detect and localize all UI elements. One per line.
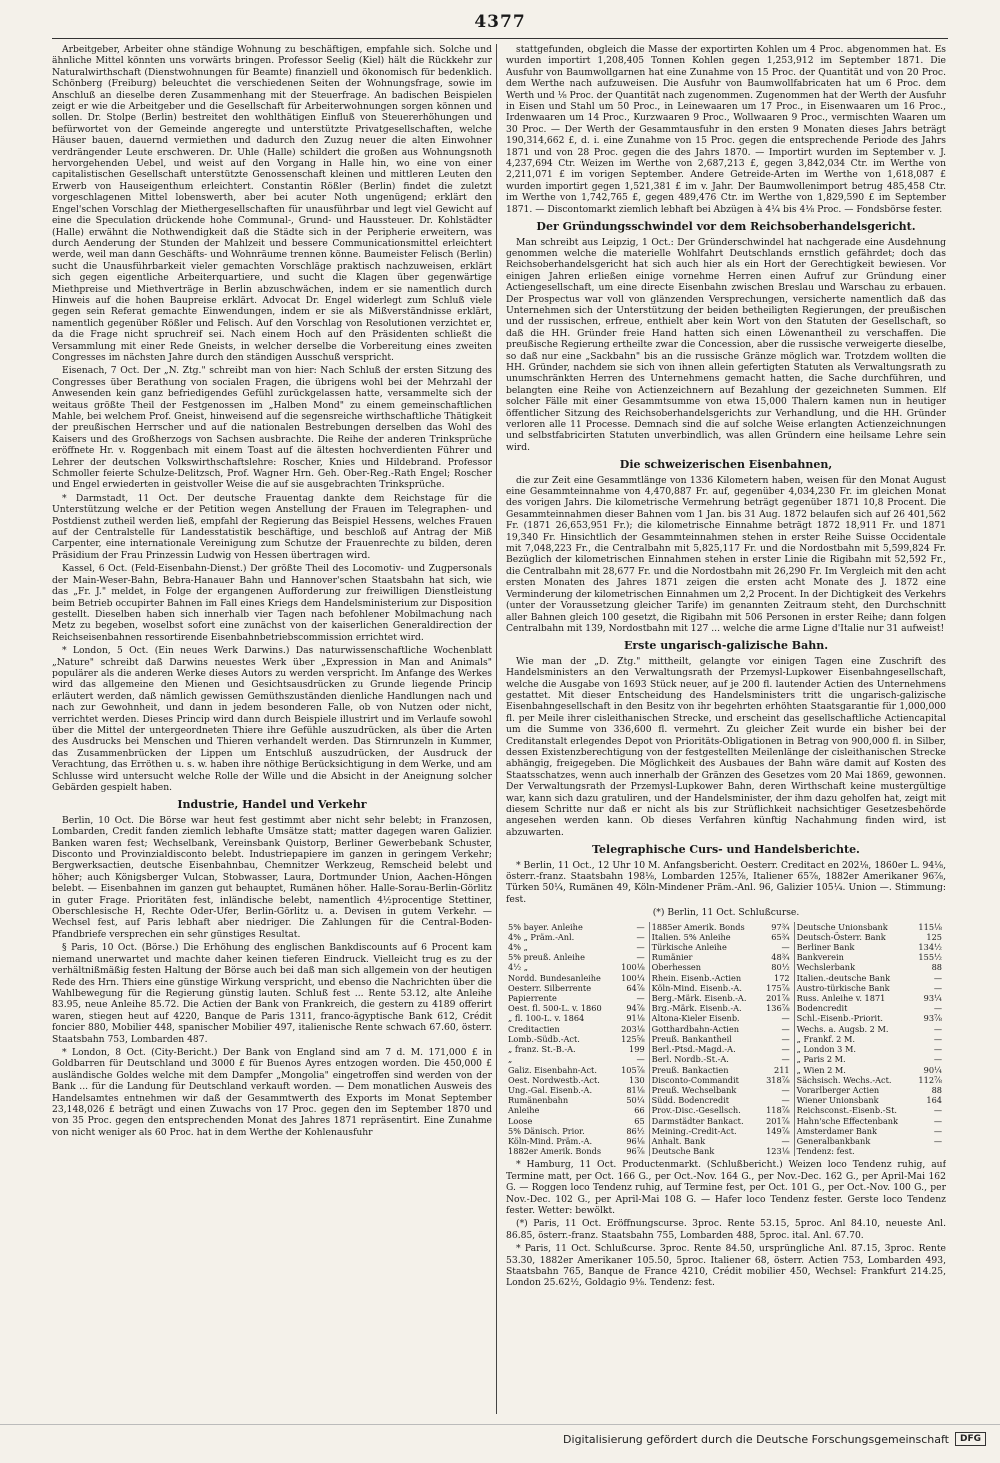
quote-value: 199 (615, 1044, 649, 1054)
quote-value: 81⅛ (615, 1085, 649, 1095)
quote-value: 118⅞ (760, 1105, 794, 1115)
quote-value: — (760, 1095, 794, 1105)
quote-value: — (933, 1135, 942, 1146)
quote-value: 86½ (615, 1126, 649, 1136)
quote-value: 175⅞ (760, 983, 794, 993)
quote-row (506, 993, 946, 1003)
quote-row (506, 1003, 946, 1013)
wire-report: * Hamburg, 11 Oct. Productenmarkt. (Schlußbericht.) Weizen loco Tendenz ruhig, auf Termine matt, per Oct. 166 G., per Oct.-Nov. 164 G., per Nov.-Dec. 162 G., per April-Mai 162 G. — Roggen loco Tendenz ruhig, auf Termine fest, per Oct. 101 G., per Oct.-Nov. 100 G., per Nov.-Dec. 102 G., per April-Mai 108 G. — Hafer loco Tendenz fester. Gerste loco Tendenz fester. Wetter: bewölkt. (506, 1159, 946, 1216)
quote-name: Rumänier (651, 952, 693, 963)
quote-row (506, 1065, 946, 1075)
quote-name: „ London 3 M. (796, 1044, 856, 1055)
article-heading: Die schweizerischen Eisenbahnen, (619, 458, 833, 472)
quote-name: Deutsche Unionsbank (796, 921, 888, 932)
quote-name: Italien. 5% Anleihe (651, 931, 731, 942)
quote-name: Preuß. Bankactien (651, 1064, 729, 1075)
quote-value: — (760, 1085, 794, 1095)
quote-value: 155½ (918, 952, 942, 963)
quote-name: Oberhessen (651, 962, 702, 973)
quote-row (506, 1146, 946, 1156)
quote-name: 4½ „ (508, 962, 528, 973)
quote-value: — (760, 1013, 794, 1023)
footer (563, 1432, 986, 1446)
article-paragraph: die zur Zeit eine Gesammtlänge von 1336 Kilometern haben, weisen für den Monat August eine Gesammteinnahme von 4,470,887 Fr. auf, gegenüber 4,034,230 Fr. im gleichen Monat des vorigen Jahrs. Die kilometrische Vermehrung beträgt gegenüber 1871 10,8 Procent. Die Gesammteinnahmen dieser Bahnen vom 1 Jan. bis 31 Aug. 1872 belaufen sich auf 26 401,562 Fr. (1871 26,653,951 Fr.); die kilometrische Einnahme beträgt 1872 18,911 Fr. und 1871 19,340 Fr. Hinsichtlich der Gesammteinnahmen stehen in erster Reihe Suisse Occidentale mit 7,048,223 Fr., die Centralbahn mit 5,825,117 Fr. und die Nordostbahn mit 5,599,824 Fr. Bezüglich der kilometrischen Einnahmen stehen in erster Linie die Rigibahn mit 52,592 Fr., die Centralbahn mit 28,677 Fr. und die Nordostbahn mit 26,290 Fr. Im Vergleich mit den acht ersten Monaten des Jahres 1871 zeigen die ersten acht Monate des J. 1872 eine Verminderung der kilometrischen Einnahmen um 2,2 Procent. In der Dichtigkeit des Verkehrs (unter der Voraussetzung gleicher Tarife) im genannten Zeitraum steht, den Durchschnitt aller Bahnen gleich 100 gesetzt, die Rigibahn mit 506 Personen in erster Reihe; dann folgen Centralbahn mit 139, Nordostbahn mit 127 ... welche die arme Ligne d'Italie nur 31 aufweist! (506, 474, 946, 634)
quote-name: „ Wien 2 M. (796, 1064, 846, 1075)
quote-name: Anleihe (508, 1105, 540, 1116)
quote-name: Bankverein (796, 952, 844, 963)
quote-value: 134½ (918, 942, 942, 953)
quote-name: Disconto-Commandit (651, 1074, 739, 1085)
quote-name: Preuß. Wechselbank (651, 1084, 737, 1095)
quote-name: Deutsche Bank (651, 1146, 715, 1157)
quote-value: 123⅛ (760, 1146, 794, 1156)
quote-value: — (760, 942, 794, 952)
quote-value: 318⅞ (760, 1075, 794, 1085)
header-rule (52, 38, 948, 39)
quote-name: Brg.-Märk. Eisenb.-A. (651, 1003, 742, 1014)
quote-row (506, 1075, 946, 1085)
quote-row (506, 922, 946, 932)
quote-value: 211 (760, 1065, 794, 1075)
quote-value (913, 1146, 946, 1156)
quote-row (506, 1126, 946, 1136)
wire-report: * Berlin, 11 Oct., 12 Uhr 10 M. Anfangsbericht. Oesterr. Creditact en 202⅛, 1860er L. 94⅛, österr.-franz. Staatsbahn 198⅛, Lombarden 125⅞, Italiener 65⅞, 1882er Amerikaner 96⅞, Türken 50¼, Rumänen 49, Köln-Mindener Präm.-Anl. 96, Galizier 105¼. Union —. Stimmung: fest. (506, 859, 946, 905)
footer-credit: Digitalisierung gefördert durch die Deutsche Forschungsgemeinschaft (563, 1432, 949, 1446)
quote-row (506, 962, 946, 972)
quote-name: 1882er Amerik. Bonds (508, 1146, 602, 1157)
quote-value: — (615, 993, 649, 1003)
quote-value: 88 (931, 1084, 942, 1095)
quote-name: „ Frankf. 2 M. (796, 1033, 855, 1044)
quote-name: Darmstädter Bankact. (651, 1115, 744, 1126)
quote-value: 100⅛ (615, 962, 649, 972)
quote-value: — (933, 982, 942, 993)
trade-paragraph: * London, 8 Oct. (City-Bericht.) Der Bank von England sind am 7 d. M. 171,000 £ in Goldbarren für Deutschland und 3000 £ für Buenos Ayres entzogen worden. Die 450,000 £ ausländische Goldes welche mit dem Dampfer „Mongolia" eingetroffen sind werden von der Bank ... für die Landung für Deutschland verkauft worden. — Dem monatlichen Ausweis des Handelsamtes entnehmen wir daß der Gesammtwerth des Exports im Monat September 23,148,026 £ beträgt und einen Zuwachs von 17 Proc. gegen den im September 1870 und von 35 Proc. gegen den entsprechenden Monat des Jahres 1871 repräsentirt. Eine Zunahme von nicht weniger als 60 Proc. hat in dem Werthe der Kohlenausfuhr (52, 1046, 492, 1138)
quote-row (506, 983, 946, 993)
quote-value: 88 (931, 962, 942, 973)
quote-row (506, 1085, 946, 1095)
quote-row (506, 942, 946, 952)
quote-name: Austro-türkische Bank (796, 982, 890, 993)
quote-value: 112⅞ (918, 1074, 942, 1085)
quote-name: Loose (508, 1115, 533, 1126)
quote-name: Galiz. Eisenbahn-Act. (508, 1064, 597, 1075)
quote-value: — (760, 1136, 794, 1146)
quote-name: Rhein. Eisenb.-Actien (651, 972, 742, 983)
quote-value: 80½ (760, 962, 794, 972)
quote-value: — (933, 1023, 942, 1034)
quote-name: Berg.-Märk. Eisenb.-A. (651, 993, 747, 1004)
quote-name: Italien.-deutsche Bank (796, 972, 891, 983)
quote-name: Creditactien (508, 1023, 560, 1034)
article-paragraph: Arbeitgeber, Arbeiter ohne ständige Wohnung zu beschäftigen, empfahle sich. Solche und ähnliche Mittel könnten uns vorwärts bringen. Professor Seelig (Kiel) hält die Rückkehr zur Naturalwirthschaft (Dienstwohnungen für Beamte) finanziell und ökonomisch für bedenklich. Schönberg (Freiburg) beleuchtet die verschiedenen Seiten der Wohnungsfrage, sowie im Anschluß an dieselbe deren Zusammenhang mit der Steuerfrage. An badischen Beispielen zeigt er wie die Arbeitgeber und die Gesellschaft für Arbeiterwohnungen sorgen können und sollen. Dr. Stolpe (Berlin) bestreitet den wohlthätigen Einfluß von Steuererhöhungen und befürwortet von der Gemeinde angeregte und unterstützte Privatgesellschaften, welche Häuser bauen, dauernd vermiethen und dadurch den Zuzug neuer die alten Einwohner verdrängender Leute erschweren. Dr. Uhle (Halle) schildert die großen aus Wohnungsnoth hervorgehenden Uebel, und weist auf den Vorgang in Halle hin, wo eine von einer capitalistischen Gesellschaft unterstützte Genossenschaft kleinen und mittleren Leuten den Erwerb von Hauseigenthum erleichtert. Constantin Rößler (Berlin) findet die zuletzt vorgeschlagenen Mittel lobenswerth, aber bei acuter Noth ungenügend; erklärt den Engel'schen Vorschlag der Miethergesellschaften für unausführbar und legt viel Gewicht auf eine die Speculation drückende hohe Communal-, Grund- und Haussteuer. Dr. Kohlstädter (Halle) erwähnt die Nothwendigkeit daß die Städte sich in der Peripherie erweitern, was durch Aenderung der Stunden der Mahlzeit und bessere Communicationsmittel erleichtert werde, weil man dann Geschäfts- und Wohnräume trennen könne. Baumeister Felisch (Berlin) sucht die Unausführbarkeit vieler gemachten Vorschläge praktisch nachzuweisen, erklärt sich gegen eigentliche Arbeiterquartiere, und sucht die Klagen über gegenwärtige Miethpreise und Miethverträge in Berlin abzuschwächen, indem er sie namentlich durch Hinweis auf die hohen Baupreise erklärt. Advocat Dr. Engel widerlegt zum Schluß viele gegen sein Referat gemachte Einwendungen, indem er sie als Mißverständnisse erklärt, namentlich gegenüber Rößler und Felisch. Auf den Vorschlag von Resolutionen verzichtet er, da die Frage nicht spruchreif sei. Nach einem Hoch auf den Präsidenten schließt die Versammlung mit einer Rede Gneists, in welcher derselbe die Vorbereitung eines zweiten Congresses im nächsten Jahre durch den ständigen Ausschuß verspricht. (52, 44, 492, 363)
quote-name: „ franz. St.-B.-A. (508, 1044, 576, 1055)
quote-name: Nordd. Bundesanleihe (508, 972, 601, 983)
article-paragraph: * Darmstadt, 11 Oct. Der deutsche Frauentag dankte dem Reichstage für die Unterstützung welche er der Petition wegen Anstellung der Frauen im Telegraphen- und Postdienst zutheil werden ließ, empfahl der Regierung das Beispiel Hessens, welches Frauen auf der Centralstelle für Landesstatistik beschäftige, und beschloß auf Antrag der Miß Carpenter, eine internationale Vereinigung zum Schutze der Frauenrechte zu bilden, deren Präsidium der Frau Prinzessin Ludwig von Hessen übertragen wird. (52, 492, 492, 561)
quote-row (506, 952, 946, 962)
quote-name: 5% preuß. Anleihe (508, 952, 585, 963)
quote-name: Vorarlberger Actien (796, 1084, 880, 1095)
quote-row (506, 973, 946, 983)
quote-name: Rumänenbahn (508, 1095, 569, 1106)
quote-value: 105⅞ (615, 1065, 649, 1075)
quote-name: Türkische Anleihe (651, 942, 727, 953)
column-divider (496, 44, 497, 1414)
trade-paragraph: § Paris, 10 Oct. (Börse.) Die Erhöhung des englischen Bankdiscounts auf 6 Procent kam niemand unerwartet und machte daher keinen tieferen Eindruck. Vielleicht trug es zu der verhältnißmäßig festen Haltung der Börse auch bei daß man sich allgemein von der heutigen Rede des Hrn. Thiers eine günstige Wirkung verspricht, und ebenso die Nachrichten über die Wahlbewegung für die Regierung günstig lauten. Schluß fest ... Rente 53.12, alte Anleihe 83.95, neue Anleihe 85.72. Die Actien der Bank von Frankreich, die gestern zu 4189 offerirt waren, stiegen heut auf 4220, Banque de Paris 1311, franco-ägyptische Bank 612, Crédit foncier 880, Mobilier 448, spanischer Mobilier 497, italienische Rente schwach 67.60, österr. Staatsbahn 753, Lombarden 487. (52, 942, 492, 1045)
quote-name: 5% bayer. Anleihe (508, 921, 583, 932)
quote-name: Berl. Nordb.-St.-A. (651, 1054, 729, 1065)
quote-value: 96⅞ (615, 1146, 649, 1156)
quote-value: 93⅞ (923, 1013, 942, 1024)
quote-name: Amsterdamer Bank (796, 1125, 877, 1136)
section-heading: Industrie, Handel und Verkehr (177, 798, 367, 812)
quote-name: Preuß. Bankantheil (651, 1033, 732, 1044)
quote-value: 90¼ (923, 1064, 942, 1075)
right-column (506, 44, 946, 1414)
quote-value: 164 (926, 1095, 942, 1106)
quote-name: Wechs. a. Augsb. 2 M. (796, 1023, 889, 1034)
quote-value: 125 (926, 931, 942, 942)
quote-row (506, 1116, 946, 1126)
quote-name: 5% Dänisch. Prior. (508, 1125, 585, 1136)
quote-value: — (760, 1044, 794, 1054)
quote-name: Papierrente (508, 993, 557, 1004)
quote-name: Bodencredit (796, 1003, 848, 1014)
quote-value: 130 (615, 1075, 649, 1085)
quote-name: Generalbankbank (796, 1135, 871, 1146)
quote-value: — (933, 1003, 942, 1014)
quote-name: „ Paris 2 M. (796, 1054, 846, 1065)
quote-name: Köln-Mind. Eisenb.-A. (651, 982, 742, 993)
quote-name: Gotthardbahn-Actien (651, 1023, 739, 1034)
article-heading: Telegraphische Curs- und Handelsberichte. (592, 843, 860, 857)
quote-row (506, 1054, 946, 1064)
quote-name: Berliner Bank (796, 942, 855, 953)
quote-value: 48¾ (760, 952, 794, 962)
quote-name: Wiener Unionsbank (796, 1095, 879, 1106)
quote-value: 66 (615, 1105, 649, 1115)
quote-name: Reichsconst.-Eisenb.-St. (796, 1105, 898, 1116)
quote-value: 50¼ (615, 1095, 649, 1105)
quote-row (506, 1024, 946, 1034)
article-heading: Der Gründungsschwindel vor dem Reichsoberhandelsgericht. (536, 220, 916, 234)
article-heading: Erste ungarisch-galizische Bahn. (623, 639, 829, 653)
quote-value: — (615, 1054, 649, 1064)
quote-row (506, 1044, 946, 1054)
article-paragraph: * London, 5 Oct. (Ein neues Werk Darwins.) Das naturwissenschaftliche Wochenblatt „Nature" schreibt daß Darwins neuestes Werk über „Expression in Man and Animals" populärer als die anderen Werke dieses Autors zu werden verspricht. Im Anfange des Werkes wird das allgemeine den Mienen und Gesichtsausdrücken zu Grunde liegende Princip erläutert werden, daß nämlich gewissen Gemüthszuständen dienliche Handlungen nach und nach zur Gewohnheit, und dann in jedem besonderen Falle, ob von Nutzen oder nicht, verrichtet werden. Dieses Princip wird dann durch Beispiele illustrirt und im Verlaufe sowohl über die Mittel der untergeordneten Thiere ihre Gefühle auszudrücken, als über die Arten des Ausdrucks bei Menschen und Thieren verhandelt werden. Das Stirnrunzeln in Kummer, das Zusammenbrücken der Lippen um Entschluß auszudrücken, der Ausdruck der Verachtung, das Erröthen u. s. w. haben ihre nöthige Berücksichtigung in dem Werke, und am Schlusse wird untersucht welche Rolle der Wille und die Absicht in der Aneignung solcher Gebärden gespielt haben. (52, 645, 492, 793)
quote-value: 125⅝ (615, 1034, 649, 1044)
quote-value: — (933, 1033, 942, 1044)
quote-name: Anhalt. Bank (651, 1135, 706, 1146)
article-paragraph: stattgefunden, obgleich die Masse der exportirten Kohlen um 4 Proc. abgenommen hat. Es wurden importirt 1,208,405 Tonnen Kohlen gegen 1,253,912 im September 1871. Die Ausfuhr von Baumwollgarnen hat eine Zunahme von 15 Proc. der Quantität und von 20 Proc. dem Werthe nach aufzuweisen. Die Ausfuhr von Baumwollfabricaten hat um 6 Proc. dem Werth und ⅛ Proc. der Quantität nach zugenommen. Zugenommen hat der Werth der Ausfuhr in Eisen und Stahl um 50 Proc., in Leinewaaren um 17 Proc., in Eisenwaaren um 16 Proc., Irdenwaaren um 14 Proc., Kurzwaaren 9 Proc., Wollwaaren 9 Proc., vermischten Waaren um 30 Proc. — Der Werth der Gesammtausfuhr in den ersten 9 Monaten dieses Jahrs beträgt 190,314,662 £, d. i. eine Zunahme von 15 Proc. gegen die entsprechende Periode des Jahrs 1871 und von 28 Proc. gegen die des Jahrs 1870. — Importirt wurden im September v. J. 4,237,694 Ctr. Weizen im Werthe von 2,687,213 £, gegen 3,842,034 Ctr. im Werthe von 2,211,071 £ im vorigen September. Andere Getreide-Arten im Werthe von 1,618,087 £ wurden importirt gegen 1,521,381 £ im v. Jahr. Der Baumwollenimport betrug 485,458 Ctr. im Werthe von 1,742,765 £, gegen 489,476 Ctr. im Werthe von 1,829,590 £ im September 1871. — Discontomarkt ziemlich lebhaft bei Abzügen à 4¼ bis 4⅛ Proc. — Fondsbörse fester. (506, 44, 946, 215)
quote-row (506, 1136, 946, 1146)
quote-name: Schl.-Eisenb.-Priorit. (796, 1013, 884, 1024)
quote-name: 1885er Amerik. Bonds (651, 921, 745, 932)
article-paragraph: Eisenach, 7 Oct. Der „N. Ztg." schreibt man von hier: Nach Schluß der ersten Sitzung des Congresses über Berathung von socialen Fragen, die übrigens wohl bei der Mehrzahl der Anwesenden kein ganz befriedigendes Gefühl zurückgelassen hatte, versammelte sich der weitaus größte Theil der Festgenossen im „Halben Mond" zu einem gemeinschaftlichen Mahle, bei welchem Prof. Gneist, hinweisend auf die segensreiche wirthschaftliche Thätigkeit der preußischen Herrscher und auf die nationalen Bestrebungen derselben das Wohl des Kaisers und des Großherzogs von Sachsen ausbrachte. Die Reihe der anderen Trinksprüche eröffnete Hr. v. Roggenbach mit einem Toast auf die ältesten hochverdienten Führer und Lehrer der deutschen Volkswirthschaftslehre: Roscher, Knies und Hildebrand. Professor Schmoller feierte Schulze-Delitzsch, Prof. Wagner Hrn. Geh. Ober-Reg.-Rath Engel; Roscher und Engel erwiederten in geistvoller Weise die auf sie ausgebrachten Trinksprüche. (52, 365, 492, 491)
quote-value: — (760, 1034, 794, 1044)
quote-name: Prov.-Disc.-Gesellsch. (651, 1105, 741, 1116)
quote-name: Oest. fl. 500-L. v. 1860 (508, 1003, 602, 1014)
quote-value: 203⅛ (615, 1024, 649, 1034)
quote-table-heading: (*) Berlin, 11 Oct. Schlußcurse. (652, 907, 800, 919)
quote-value: 94⅞ (615, 1003, 649, 1013)
trade-paragraph: Berlin, 10 Oct. Die Börse war heut fest gestimmt aber nicht sehr belebt; in Franzosen, Lombarden, Credit fanden ziemlich lebhafte Umsätze statt; matter dagegen waren Galizier. Banken waren fest; Wechselbank, Vereinsbank Quistorp, Berliner Gewerbebank Schuster, Disconto und Provinzialdisconto belebt. Industriepapiere im ganzen in geringem Verkehr; Bergwerksactien, deutsche Eisenbahnbau, Chemnitzer Werkzeug, Remscheid belebt und höher; auch Königsberger Vulcan, Stobwasser, Laura, Dortmunder Union, Aachen-Höngen belebt. — Eisenbahnen im ganzen gut behauptet, Rumänen höher. Halle-Sorau-Berlin-Görlitz in guter Frage. Prioritäten fest, inländische belebt, namentlich 4½procentige Stettiner, Oberschlesische H, Rechte Oder-Ufer, Berlin-Görlitz u. a. Devisen in gutem Verkehr. — Wechsel fest, auf Paris lebhaft aber niedriger. Die Zahlungen für die Central-Boden-Pfandbriefe versprechen ein sehr günstiges Resultat. (52, 814, 492, 940)
quote-value: 201⅞ (760, 1116, 794, 1126)
wire-report: (*) Paris, 11 Oct. Eröffnungscurse. 3proc. Rente 53.15, 5proc. Anl 84.10, neueste Anl. 86.85, österr.-franz. Staatsbahn 755, Lombarden 488, 5proc. ital. Anl. 67.70. (506, 1218, 946, 1241)
quote-value: 64⅞ (615, 983, 649, 993)
quote-value: — (615, 932, 649, 942)
quote-name: Südd. Bodencredit (651, 1095, 730, 1106)
quote-name: Meining.-Credit-Act. (651, 1125, 737, 1136)
quote-value: 115⅛ (918, 921, 942, 932)
quote-value: 65¾ (760, 932, 794, 942)
quote-value: 96⅛ (615, 1136, 649, 1146)
footer-rule (0, 1424, 1000, 1425)
quote-value: — (760, 1024, 794, 1034)
quote-row (506, 1095, 946, 1105)
quote-value: 149⅞ (760, 1126, 794, 1136)
quote-name: 4% „ Präm.-Anl. (508, 931, 575, 942)
page-number: 4377 (474, 12, 526, 32)
quote-name: Ung.-Gal. Eisenb.-A. (508, 1084, 593, 1095)
quote-value: — (760, 1054, 794, 1064)
quote-value: — (933, 1105, 942, 1116)
quote-name: Köln-Mind. Präm.-A. (508, 1135, 593, 1146)
quote-name: „ (508, 1054, 513, 1065)
article-paragraph: Man schreibt aus Leipzig, 1 Oct.: Der Gründerschwindel hat nachgerade eine Ausdehnung genommen welche die materielle Wohlfahrt Deutschlands ernstlich gefährdet; doch das Reichsoberhandelsgericht hat sich auch hier als ein Hort der Gerechtigkeit bewiesen. Vor einigen Jahren erließen einige vornehme Herren einen Aufruf zur Gründung einer Actiengesellschaft, um eine directe Eisenbahn zwischen Breslau und Warschau zu erbauen. Der Prospectus war voll von glänzenden Versprechungen, versicherte namentlich daß das Unternehmen sich der Unterstützung der beiden betheiligten Regierungen, der preußischen und der russischen, erfreue, enthielt aber kein Wort von den Statuten der Gesellschaft, so daß die HH. Gründer freie Hand hatten sich einen Löwenantheil zu verschaffen. Die preußische Regierung ertheilte zwar die Concession, aber die russische verweigerte dieselbe, so daß nur eine „Sackbahn" bis an die russische Gränze möglich war. Trotzdem wollten die HH. Gründer, nachdem sie sich von ihnen allein gefertigten Statuten als Verwaltungsrath zu unumschränkten Herren des Unternehmens gemacht hatten, die Sache durchführen, und belangten eine Reihe von Actienzeichnern auf Bezahlung der gezeichneten Summen. Elf solcher Fälle mit einer Gesammtsumme von etwa 15,000 Thalern kamen nun in heutiger öffentlicher Sitzung des Reichsoberhandelsgerichts zur Verhandlung, und die HH. Gründer verloren alle 11 Processe. Demnach sind die auf solche Weise erlangten Actienzeichnungen und selbstfabricirten Statuten unverbindlich, was allen Gründern eine heilsame Lehre sein wird. (506, 236, 946, 453)
quote-name: Tendenz: fest. (796, 1146, 855, 1157)
quote-value: — (933, 1054, 942, 1065)
quote-name: Wechslerbank (796, 962, 856, 973)
quote-name: Altona-Kieler Eisenb. (651, 1013, 740, 1024)
quote-value: 172 (760, 973, 794, 983)
quote-row (506, 1105, 946, 1115)
quotes-table (506, 922, 946, 1157)
quote-name: Oest. Nordwestb.-Act. (508, 1074, 600, 1085)
article-paragraph: Kassel, 6 Oct. (Feld-Eisenbahn-Dienst.) Der größte Theil des Locomotiv- und Zugpersonals der Main-Weser-Bahn, Bebra-Hanauer Bahn und Hannover'schen Staatsbahn hat sich, wie das „Fr. J." meldet, in Folge der ergangenen Aufforderung zur freiwilligen Dienstleistung beim Betrieb occupirter Bahnen im Fall eines Kriegs dem Handelsministerium zur Disposition gestellt. Dieselben haben sich innerhalb vier Tagen nach befohlener Mobilmachung nach Metz zu begeben, woselbst sofort eine zunächst von der kaiserlichen Generaldirection der Reichseisenbahnen ressortirende Eisenbahnbetriebscommission errichtet wird. (52, 563, 492, 643)
quote-name: Deutsch-Österr. Bank (796, 931, 886, 942)
quote-value: 136⅞ (760, 1003, 794, 1013)
quote-value: — (933, 1115, 942, 1126)
quote-name: Oesterr. Silberrente (508, 982, 592, 993)
left-column (52, 44, 492, 1414)
dfg-logo: DFG (955, 1432, 986, 1446)
quote-value: 201⅞ (760, 993, 794, 1003)
quote-value: — (933, 1125, 942, 1136)
quote-value: 93¼ (923, 993, 942, 1004)
quote-value: — (933, 972, 942, 983)
quote-row (506, 1034, 946, 1044)
quote-name: Berl.-Ptsd.-Magd.-A. (651, 1044, 736, 1055)
quote-name: „ fl. 100-L. v. 1864 (508, 1013, 585, 1024)
quote-name: Lomb.-Südb.-Act. (508, 1033, 580, 1044)
quote-value: 100¼ (615, 973, 649, 983)
quote-value: 91⅛ (615, 1013, 649, 1023)
quote-value: — (615, 942, 649, 952)
quote-name: Hahn'sche Effectenbank (796, 1115, 898, 1126)
quote-name: Russ. Anleihe v. 1871 (796, 993, 886, 1004)
quote-value: 97¾ (760, 922, 794, 932)
quote-value: 65 (615, 1116, 649, 1126)
quote-name: Sächsisch. Wechs.-Act. (796, 1074, 892, 1085)
quote-value: — (615, 952, 649, 962)
wire-report: * Paris, 11 Oct. Schlußcurse. 3proc. Rente 84.50, ursprüngliche Anl. 87.15, 3proc. Rente 53.30, 1882er Amerikaner 105.50, 5proc. Italiener 68, österr. Actien 753, Lombarden 493, Staatsbahn 765, Banque de France 4210, Crédit mobilier 450, Wechsel: Frankfurt 214.25, London 25.62½, Goldagio 9⅛. Tendenz: fest. (506, 1243, 946, 1289)
article-paragraph: Wie man der „D. Ztg." mittheilt, gelangte vor einigen Tagen eine Zuschrift des Handelsministers an den Verwaltungsrath der Przemysl-Lupkower Eisenbahngesellschaft, welche die Ausgabe von 1693 Stück neuer, auf je 200 fl. lautender Actien des Unternehmens gestattet. Mit dieser Entscheidung des Handelsministers tritt die ungarisch-galizische Eisenbahngesellschaft in den Besitz von ihr begehrten erhöhten Staatsgarantie für 1,000,000 fl. per Meile ihrer cisleithanischen Strecke, und erscheint das gesellschaftliche Actiencapital um die Summe von 336,600 fl. vermehrt. Zu gleicher Zeit wurde ein bisher bei der Creditanstalt erlegendes Depot von Prioritäts-Obligationen in Betrag von 900,000 fl. in Silber, dessen Existenzberechtigung von der festgestellten Meilenlänge der cisleithanischen Strecke abhängig, freigegeben. Die Möglichkeit des Ausbaues der Bahn wäre damit auf Kosten des Staatsschatzes, wenn auch innerhalb der Gränzen des Gesetzes vom 20 Mai 1869, gewonnen. Der Verwaltungsrath der Przemysl-Lupkower Bahn, deren Wirthschaft keine mustergültige war, kann sich dazu gratuliren, und der Handelsminister, der ihm dazu geholfen hat, zeigt mit diesem Schritte nur daß er nicht als bis zur Strüflichkeit nachsichtiger Gesetzesbehörde angesehen werden kann. Ob dieses Verfahren künftig Nachahmung finden wird, ist abzuwarten. (506, 655, 946, 838)
quote-row (506, 932, 946, 942)
quote-value: — (933, 1044, 942, 1055)
quote-name: 4% „ (508, 942, 528, 953)
quote-row (506, 1013, 946, 1023)
quote-value: — (615, 922, 649, 932)
